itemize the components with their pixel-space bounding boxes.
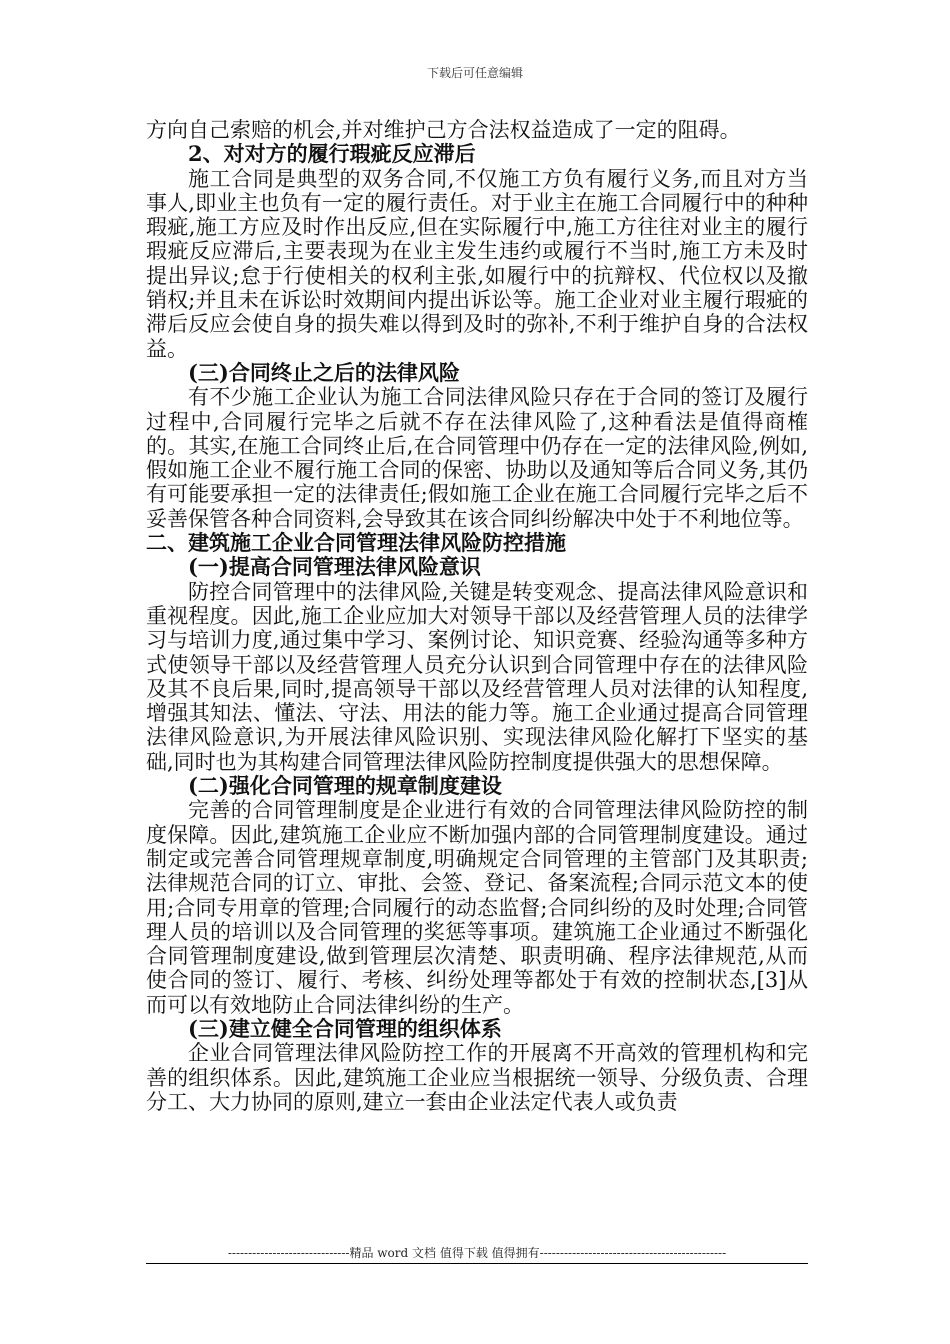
- section-heading: (二)强化合同管理的规章制度建设: [188, 773, 502, 799]
- footer-rule: [146, 1263, 808, 1264]
- paragraph: 施工合同是典型的双务合同,不仅施工方负有履行义务,而且对方当事人,即业主也负有一定的履行责任。对于业主在施工合同履行中的种种瑕疵,施工方应及时作出反应,但在实际履行中,施工方往往对业主的履行瑕疵反应滞后,主要表现为在业主发生违约或履行不当时,施工方未及时提出异议;怠于行使相关的权利主张,如履行中的抗辩权、代位权以及撤销权;并且未在诉讼时效期间内提出诉讼等。施工企业对业主履行瑕疵的滞后反应会使自身的损失难以得到及时的弥补,不利于维护自身的合法权益。: [146, 166, 808, 361]
- paragraph: 有不少施工企业认为施工合同法律风险只存在于合同的签订及履行过程中,合同履行完毕之后就不存在法律风险了,这种看法是值得商榷的。其实,在施工合同终止后,在合同管理中仍存在一定的法律风险,例如,假如施工企业不履行施工合同的保密、协助以及通知等后合同义务,其仍有可能要承担一定的法律责任;假如施工企业在施工合同履行完毕之后不妥善保管各种合同资料,会导致其在该合同纠纷解决中处于不利地位等。: [146, 385, 808, 531]
- section-heading: (三)建立健全合同管理的组织体系: [188, 1015, 502, 1041]
- paragraph: 完善的合同管理制度是企业进行有效的合同管理法律风险防控的制度保障。因此,建筑施工企业应不断加强内部的合同管理制度建设。通过制定或完善合同管理规章制度,明确规定合同管理的主管部门及其职责;法律规范合同的订立、审批、会签、登记、备案流程;合同示范文本的使用;合同专用章的管理;合同履行的动态监督;合同纠纷的及时处理;合同管理人员的培训以及合同管理的奖惩等事项。建筑施工企业通过不断强化合同管理制度建设,做到管理层次清楚、职责明确、程序法律规范,从而使合同的签订、履行、考核、纠纷处理等都处于有效的控制状态,[3]从而可以有效地防止合同法律纠纷的生产。: [146, 798, 808, 1017]
- section-heading: 2、对对方的履行瑕疵反应滞后: [188, 141, 476, 167]
- page-footer: ------------------------------精品 word 文档 值得下载 值得拥有----------------------------------------------: [227, 1246, 727, 1260]
- document-body: [146, 118, 808, 1114]
- section-heading: (三)合同终止之后的法律风险: [188, 359, 460, 385]
- section-heading: (一)提高合同管理法律风险意识: [188, 554, 481, 580]
- paragraph: 企业合同管理法律风险防控工作的开展离不开高效的管理机构和完善的组织体系。因此,建筑施工企业应当根据统一领导、分级负责、合理分工、大力协同的原则,建立一套由企业法定代表人或负责: [146, 1041, 808, 1114]
- paragraph: 方向自己索赔的机会,并对维护己方合法权益造成了一定的阻碍。: [146, 118, 741, 142]
- paragraph: 防控合同管理中的法律风险,关键是转变观念、提高法律风险意识和重视程度。因此,施工企业应加大对领导干部以及经营管理人员的法律学习与培训力度,通过集中学习、案例讨论、知识竞赛、经验沟通等多种方式使领导干部以及经营管理人员充分认识到合同管理中存在的法律风险及其不良后果,同时,提高领导干部以及经营管理人员对法律的认知程度,增强其知法、懂法、守法、用法的能力等。施工企业通过提高合同管理法律风险意识,为开展法律风险识别、实现法律风险化解打下坚实的基础,同时也为其构建合同管理法律风险防控制度提供强大的思想保障。: [146, 579, 808, 774]
- chapter-heading: 二、建筑施工企业合同管理法律风险防控措施: [146, 530, 566, 556]
- page-header: 下载后可任意编辑: [426, 66, 523, 80]
